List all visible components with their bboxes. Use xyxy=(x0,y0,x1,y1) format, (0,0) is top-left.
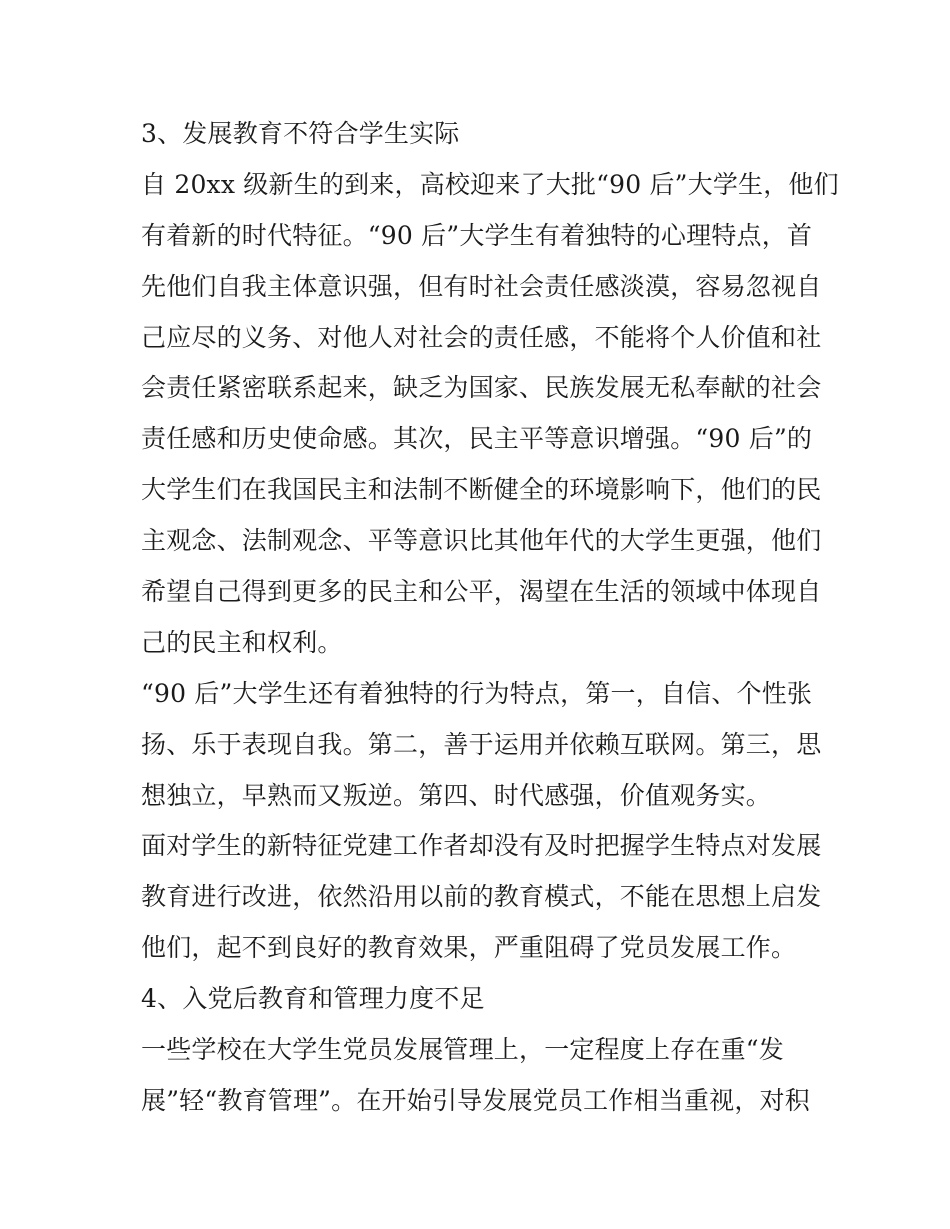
text-line: 一些学校在大学生党员发展管理上，一定程度上存在重“发 xyxy=(141,1035,784,1065)
text-line: 有着新的时代特征。“90 后”大学生有着独特的心理特点，首 xyxy=(141,220,813,250)
text-line: 主观念、法制观念、平等意识比其他年代的大学生更强，他们 xyxy=(141,526,822,556)
text-line: 己的民主和权利。 xyxy=(141,627,343,657)
document-body xyxy=(141,109,839,1127)
section-heading-4: 4、入党后教育和管理力度不足 xyxy=(141,984,485,1014)
text-line: 大学生们在我国民主和法制不断健全的环境影响下，他们的民 xyxy=(141,475,822,505)
text-line: 展”轻“教育管理”。在开始引导发展党员工作相当重视，对积 xyxy=(141,1085,810,1115)
text-line: 希望自己得到更多的民主和公平，渴望在生活的领域中体现自 xyxy=(141,577,822,607)
text-line: 扬、乐于表现自我。第二，善于运用并依赖互联网。第三，思 xyxy=(141,729,822,759)
text-line: 自 20xx 级新生的到来，高校迎来了大批“90 后”大学生，他们 xyxy=(141,169,839,199)
text-line: 先他们自我主体意识强，但有时社会责任感淡漠，容易忽视自 xyxy=(141,271,822,301)
section-heading-3: 3、发展教育不符合学生实际 xyxy=(141,119,460,148)
text-line: 面对学生的新特征党建工作者却没有及时把握学生特点对发展 xyxy=(141,831,822,861)
text-line: 教育进行改进，依然沿用以前的教育模式，不能在思想上启发 xyxy=(141,882,822,912)
text-line: “90 后”大学生还有着独特的行为特点，第一，自信、个性张 xyxy=(141,678,813,708)
text-line: 责任感和历史使命感。其次，民主平等意识增强。“90 后”的 xyxy=(141,424,813,454)
text-line: 想独立，早熟而又叛逆。第四、时代感强，价值观务实。 xyxy=(141,780,772,810)
text-line: 会责任紧密联系起来，缺乏为国家、民族发展无私奉献的社会 xyxy=(141,373,822,403)
text-line: 他们，起不到良好的教育效果，严重阻碍了党员发展工作。 xyxy=(141,933,797,963)
text-line: 己应尽的义务、对他人对社会的责任感，不能将个人价值和社 xyxy=(141,322,822,352)
